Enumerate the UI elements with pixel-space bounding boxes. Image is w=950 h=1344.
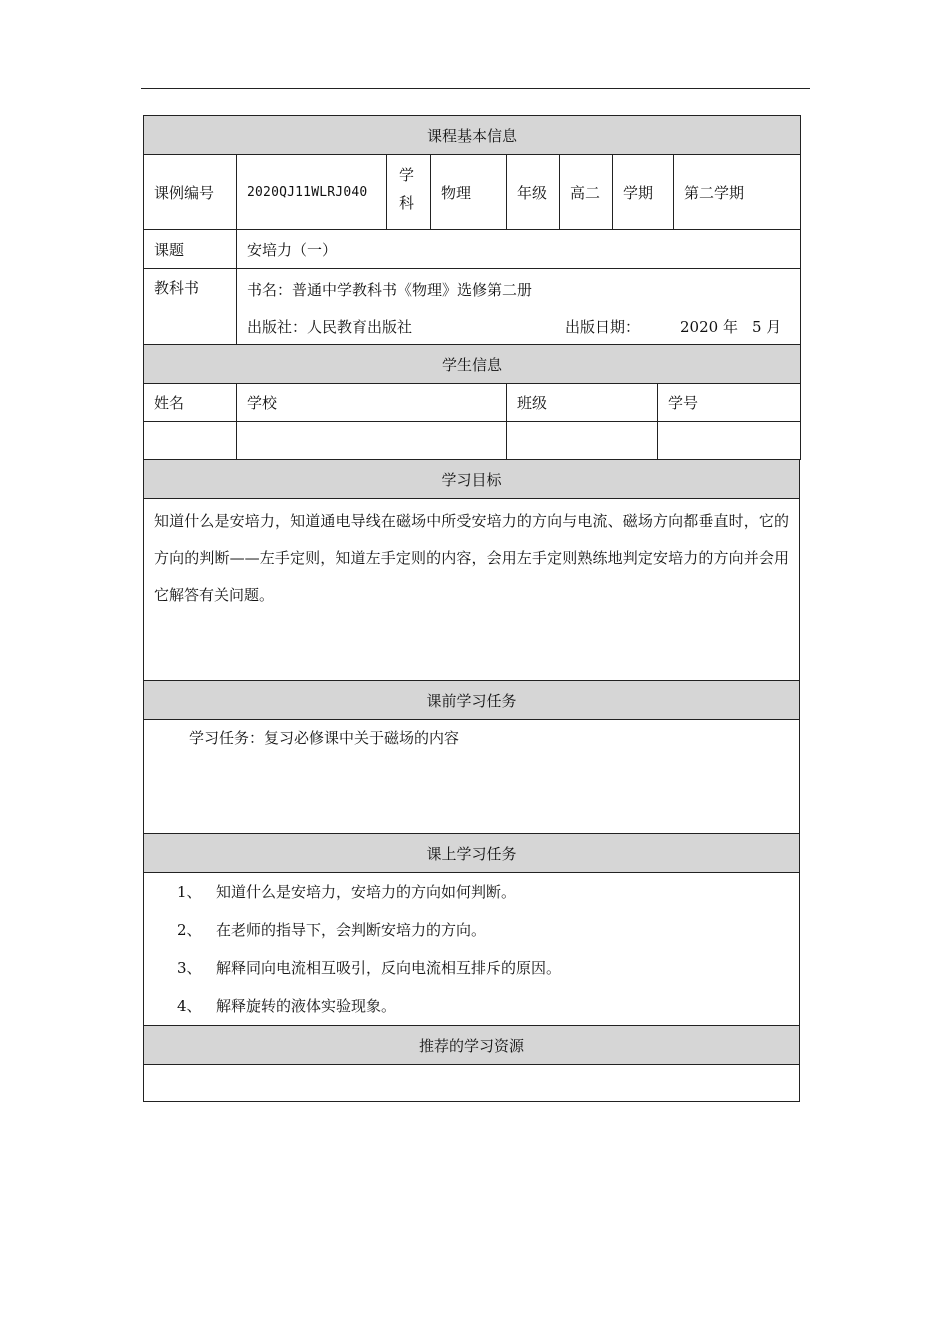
objectives-header: 学习目标 (144, 460, 800, 499)
name-label: 姓名 (144, 384, 237, 422)
school-value[interactable] (237, 422, 507, 460)
pre-class-body (144, 720, 800, 834)
grade-value: 高二 (560, 155, 613, 230)
pub-date-label: 出版日期： (565, 317, 641, 336)
term-value: 第二学期 (674, 155, 801, 230)
top-rule (141, 88, 810, 89)
book-name: 书名：普通中学教科书《物理》选修第二册 (247, 280, 533, 299)
pre-class-header: 课前学习任务 (144, 681, 800, 720)
case-id-value: 2020QJ11WLRJ040 (237, 155, 387, 230)
student-id-value[interactable] (658, 422, 801, 460)
list-item: 2、 在老师的指导下，会判断安培力的方向。 (177, 921, 487, 939)
publisher-row (247, 312, 790, 340)
pub-year: 2020 年 (680, 317, 738, 336)
course-info-table (143, 115, 801, 345)
list-item: 1、 知道什么是安培力，安培力的方向如何判断。 (177, 883, 517, 901)
class-label: 班级 (507, 384, 658, 422)
subject-label: 学 科 (387, 155, 431, 230)
course-sheet (143, 115, 800, 1102)
grade-label: 年级 (507, 155, 560, 230)
sections-table (143, 459, 800, 1102)
textbook-info (237, 269, 801, 345)
student-info-header: 学生信息 (144, 345, 801, 384)
resources-header: 推荐的学习资源 (144, 1026, 800, 1065)
school-label: 学校 (237, 384, 507, 422)
in-class-header: 课上学习任务 (144, 834, 800, 873)
textbook-label: 教科书 (144, 269, 237, 345)
class-value[interactable] (507, 422, 658, 460)
subject-value: 物理 (431, 155, 507, 230)
resources-body[interactable] (144, 1065, 800, 1102)
topic-value: 安培力（一） (237, 230, 801, 269)
objectives-text: 知道什么是安培力，知道通电导线在磁场中所受安培力的方向与电流、磁场方向都垂直时，它的方向的判断——左手定则，知道左手定则的内容，会用左手定则熟练地判定安培力的方向并会用它解答有关问题。 (144, 499, 800, 681)
publisher: 出版社：人民教育出版社 (247, 317, 413, 336)
list-item: 3、 解释同向电流相互吸引，反向电流相互排斥的原因。 (177, 959, 562, 977)
name-value[interactable] (144, 422, 237, 460)
course-info-header: 课程基本信息 (144, 116, 801, 155)
list-item: 4、 解释旋转的液体实验现象。 (177, 997, 397, 1015)
pre-class-task: 学习任务：复习必修课中关于磁场的内容 (189, 729, 460, 747)
student-id-label: 学号 (658, 384, 801, 422)
student-info-table (143, 344, 801, 460)
in-class-list (144, 873, 800, 1026)
term-label: 学期 (613, 155, 674, 230)
pub-month: 5 月 (751, 317, 782, 336)
case-id-label: 课例编号 (144, 155, 237, 230)
topic-label: 课题 (144, 230, 237, 269)
